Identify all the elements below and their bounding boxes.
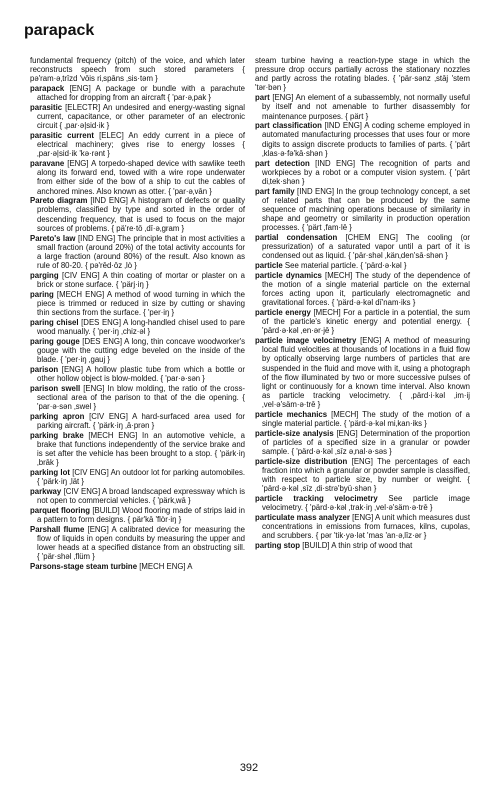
guide-word: parapack — [24, 22, 95, 39]
entry-body: [ENG] A package or bundle with a parachute attached for dropping from an aircraft { 'par·ə‚pak } — [37, 84, 245, 103]
entry-body: [ELECTR] An undesired and energy-wasting signal current, capacitance, or other parameter of an electronic circuit { ‚par·ə|sid·ik } — [37, 102, 246, 131]
dictionary-entry — [30, 431, 245, 468]
entry-body: [IND ENG] A histogram of defects or quality problems, classified by type and sorted in the order of descending frequency, that is used to focus on the major sources of problems. { pä're·tō ‚dī·ə‚gram } — [37, 196, 246, 233]
entry-headword: parasitic — [30, 102, 63, 112]
dictionary-entry — [30, 337, 245, 364]
entry-body: [ENG] The percentages of each fraction into which a granular or powder sample is classified, with respect to particle size, by number or weight. { 'pärd·ə·kəl ‚sīz ‚di·strə'byü·shən } — [262, 456, 471, 494]
entry-headword: particle image velocimetry — [255, 336, 357, 346]
entry-headword: particle mechanics — [255, 409, 328, 419]
dictionary-entry — [30, 271, 245, 289]
entry-headword: paring — [30, 289, 54, 299]
entry-headword: partial condensation — [255, 232, 338, 242]
entry-body: [CIV ENG] A broad landscaped expressway which is not open to commercial vehicles. { 'pärk‚wā } — [37, 486, 245, 505]
entry-headword: Pareto's law — [30, 233, 76, 243]
dictionary-entry — [30, 468, 245, 486]
entry-headword: parting stop — [255, 541, 301, 551]
entry-body: [ELEC] An eddy current in a piece of electrical machinery; gives rise to energy losses { ‚par·ə|sid·ik 'kə·rənt } — [37, 131, 245, 159]
entry-body: [MECH] The study of the dependence of the motion of a single material particle on the external forces acting upon it, particularly electromagnetic and gravitational forces. { 'pärd·ə·kəl dī'nam·iks } — [262, 270, 470, 308]
dictionary-entry — [255, 187, 470, 233]
entry-headword: parkway — [30, 486, 62, 496]
entry-headword: paravane — [30, 159, 65, 169]
entry-body: [CHEM ENG] The cooling (or pressurization) of a saturated vapor until a part of it is condensed out as liquid. { 'pär·shəl ‚kän‚den'sā·shən } — [262, 232, 470, 261]
page-number: 392 — [239, 762, 259, 774]
entry-headword: parking lot — [30, 467, 70, 477]
right-column — [255, 56, 470, 551]
entry-headword: paring gouge — [30, 336, 80, 346]
dictionary-entry — [30, 103, 245, 130]
dictionary-entry — [30, 234, 245, 271]
entry-body: [ENG] A torpedo-shaped device with sawlike teeth along its forward end, towed with a wire rope underwater from either side of the bow of a ship to cut the cables of anchored mines. Also known as otter. { 'par·ə‚vān } — [37, 159, 246, 196]
entry-body: [IND ENG] The recognition of parts and workpieces by a robot or a computer vision system. { 'pärt di‚tek·shən } — [262, 158, 470, 186]
entry-headword: part classification — [255, 121, 322, 131]
dictionary-entry — [255, 261, 470, 270]
entry-body: [DES ENG] A long-handled chisel used to pare wood manually. { 'per·iŋ ‚chiz·əl } — [37, 317, 245, 336]
entry-body: [MECH] For a particle in a potential, the sum of the particle's kinetic energy and potential energy. { 'pärd·ə·kəl ‚en·ər·jē } — [262, 307, 470, 336]
dictionary-entry — [255, 410, 470, 428]
entry-headword: parking apron — [30, 411, 85, 421]
entry-headword: parging — [30, 270, 59, 280]
entry-headword: parking brake — [30, 430, 84, 440]
entry-headword: particle — [255, 261, 283, 270]
dictionary-entry — [255, 457, 470, 494]
dictionary-entry — [30, 318, 245, 336]
entry-headword: particle dynamics — [255, 270, 322, 280]
entry-headword: parasitic current — [30, 131, 94, 141]
entry-headword: particle tracking velocimetry — [255, 494, 378, 504]
entry-body: [ENG] A method of measuring local fluid velocities at thousands of locations in a fluid flow by optically observing large numbers of particles that are suspended in the fluid and move with it, using a photograph of the flow illuminated by two or more successive pulses of light or continuously for a known time interval. Also known as particle tracking velocimetry. { ‚pärd·i·kəl ‚im·ij ‚vel·ə'säm·ə·trē } — [262, 336, 470, 410]
dictionary-entry — [255, 336, 470, 409]
dictionary-entry — [30, 196, 245, 233]
dictionary-entry — [255, 93, 470, 120]
dictionary-entry — [255, 271, 470, 308]
dictionary-entry — [255, 308, 470, 335]
entry-body: [MECH ENG] A method of wood turning in which the piece is trimmed or reduced in size by cutting or shaving thin sections from the surface. { 'per·iŋ } — [37, 289, 245, 317]
dictionary-entry — [255, 494, 470, 512]
entry-body: [CIV ENG] A thin coating of mortar or plaster on a brick or stone surface. { 'pärj·iŋ } — [37, 270, 245, 289]
entry-body: [ENG] An element of a subassembly, not normally useful by itself and not amenable to further disassembly for maintenance purposes. { pärt } — [262, 93, 470, 121]
entry-body: [CIV ENG] A hard-surfaced area used for parking aircraft. { 'pärk·iŋ ‚ā·prən } — [37, 411, 246, 430]
entry-body: [ENG] A calibrated device for measuring the flow of liquids in open conduits by measuring the upper and lower heads at a specified distance from an obstructing sill. { 'pär·shəl ‚flüm } — [37, 524, 245, 561]
entry-body: fundamental frequency (pitch) of the voice, and which later reconstructs speech from such stored parameters { pə'ram·ə‚trīzd 'vōis ri‚spāns ‚sis·təm } — [30, 56, 245, 84]
dictionary-entry — [30, 506, 245, 524]
entry-headword: parison — [30, 364, 59, 374]
entry-headword: particle-size distribution — [255, 456, 348, 466]
entry-headword: parapack — [30, 84, 65, 94]
entry-body: [BUILD] Wood flooring made of strips laid in a pattern to form designs. { pär'kā 'flòr·iŋ } — [37, 505, 245, 524]
dictionary-entry — [30, 384, 245, 411]
dictionary-entry — [30, 290, 245, 317]
entry-headword: Parsons-stage steam turbine — [30, 561, 138, 571]
entry-headword: part detection — [255, 158, 310, 168]
entry-body: See particle image velocimetry. { 'pärd·ə·kəl ‚trak·iŋ ‚vel·ə'säm·ə·trē } — [262, 494, 470, 513]
dictionary-entry — [30, 525, 245, 562]
entry-body: [BUILD] A thin strip of wood that — [302, 541, 413, 551]
dictionary-entry — [255, 159, 470, 186]
dictionary-entry — [255, 121, 470, 158]
entry-headword: paring chisel — [30, 317, 79, 327]
dictionary-entry — [30, 56, 245, 83]
dictionary-entry — [255, 513, 470, 540]
entry-headword: Pareto diagram — [30, 196, 88, 206]
entry-body: [MECH ENG] A — [139, 561, 193, 571]
dictionary-entry — [30, 84, 245, 102]
entry-body: [ENG] A unit which measures dust concentrations in emissions from furnaces, kilns, cupolas, and scrubbers. { pər 'tik·yə·lət 'mas 'an·ə‚līz·ər } — [262, 512, 470, 541]
dictionary-entry — [30, 365, 245, 383]
entry-body: steam turbine having a reaction-type stage in which the pressure drop occurs partially across the stationary nozzles and partly across the rotating blades. { 'pär·sənz ‚stāj 'stem 'tər·bən } — [255, 56, 470, 93]
dictionary-entry — [30, 562, 245, 571]
entry-body: [ENG] In blow molding, the ratio of the cross-sectional area of the parison to that of the die opening. { 'par·ə·sən ‚swel } — [37, 383, 245, 411]
entry-body: See material particle. { 'pärd·ə·kəl } — [284, 261, 407, 270]
dictionary-entry — [30, 412, 245, 430]
entry-headword: Parshall flume — [30, 524, 85, 534]
entry-body: [IND ENG] The principle that in most activities a small fraction (around 20%) of the total activity accounts for a large fraction (around 80%) of the result. Also known as rule of 80-20. { pə'rēd·ōz ‚lò } — [37, 233, 245, 270]
dictionary-entry — [30, 159, 245, 196]
entry-body: [MECH] The study of the motion of a single material particle. { 'pärd·ə·kəl mi‚kan·iks } — [262, 409, 470, 429]
entry-body: [CIV ENG] An outdoor lot for parking automobiles. { 'pärk·iŋ ‚lät } — [37, 467, 246, 486]
entry-body: [IND ENG] A coding scheme employed in automated manufacturing processes that uses four or more digits to assign discrete products to families of parts. { 'pärt ‚klas·ə·fə'kā·shən } — [262, 121, 470, 158]
entry-headword: parquet flooring — [30, 505, 90, 515]
entry-headword: part — [255, 93, 270, 103]
entry-headword: part family — [255, 186, 295, 196]
entry-headword: particulate mass analyzer — [255, 512, 350, 522]
entry-body: [DES ENG] A long, thin concave woodworker's gouge with the cutting edge beveled on the inside of the blade. { 'per·iŋ ‚gauj } — [37, 336, 245, 364]
dictionary-entry — [255, 541, 470, 550]
entry-body: [ENG] Determination of the proportion of particles of a specified size in a granular or powder sample. { 'pärd·ə·kəl ‚sīz ə‚nal·ə·səs } — [262, 428, 470, 457]
entry-body: [MECH ENG] In an automotive vehicle, a brake that functions independently of the service brake and is set after the vehicle has been brought to a stop. { 'pärk·iŋ ‚brāk } — [37, 430, 245, 468]
left-column — [30, 56, 245, 571]
entry-headword: particle-size analysis — [255, 428, 334, 438]
dictionary-entry — [255, 233, 470, 260]
entry-headword: particle energy — [255, 307, 311, 317]
dictionary-entry — [30, 131, 245, 158]
dictionary-entry — [30, 487, 245, 505]
entry-headword: parison swell — [30, 383, 81, 393]
entry-body: [IND ENG] In the group technology concept, a set of related parts that can be produced by the same sequence of machining operations because of similarity in shape and geometry or similarity in production operation processes. { 'pärt ‚fam·lē } — [262, 186, 470, 233]
dictionary-entry — [255, 429, 470, 456]
entry-body: [ENG] A hollow plastic tube from which a bottle or other hollow object is blow-molded. { 'par·ə·sən } — [37, 364, 245, 383]
dictionary-entry — [255, 56, 470, 93]
